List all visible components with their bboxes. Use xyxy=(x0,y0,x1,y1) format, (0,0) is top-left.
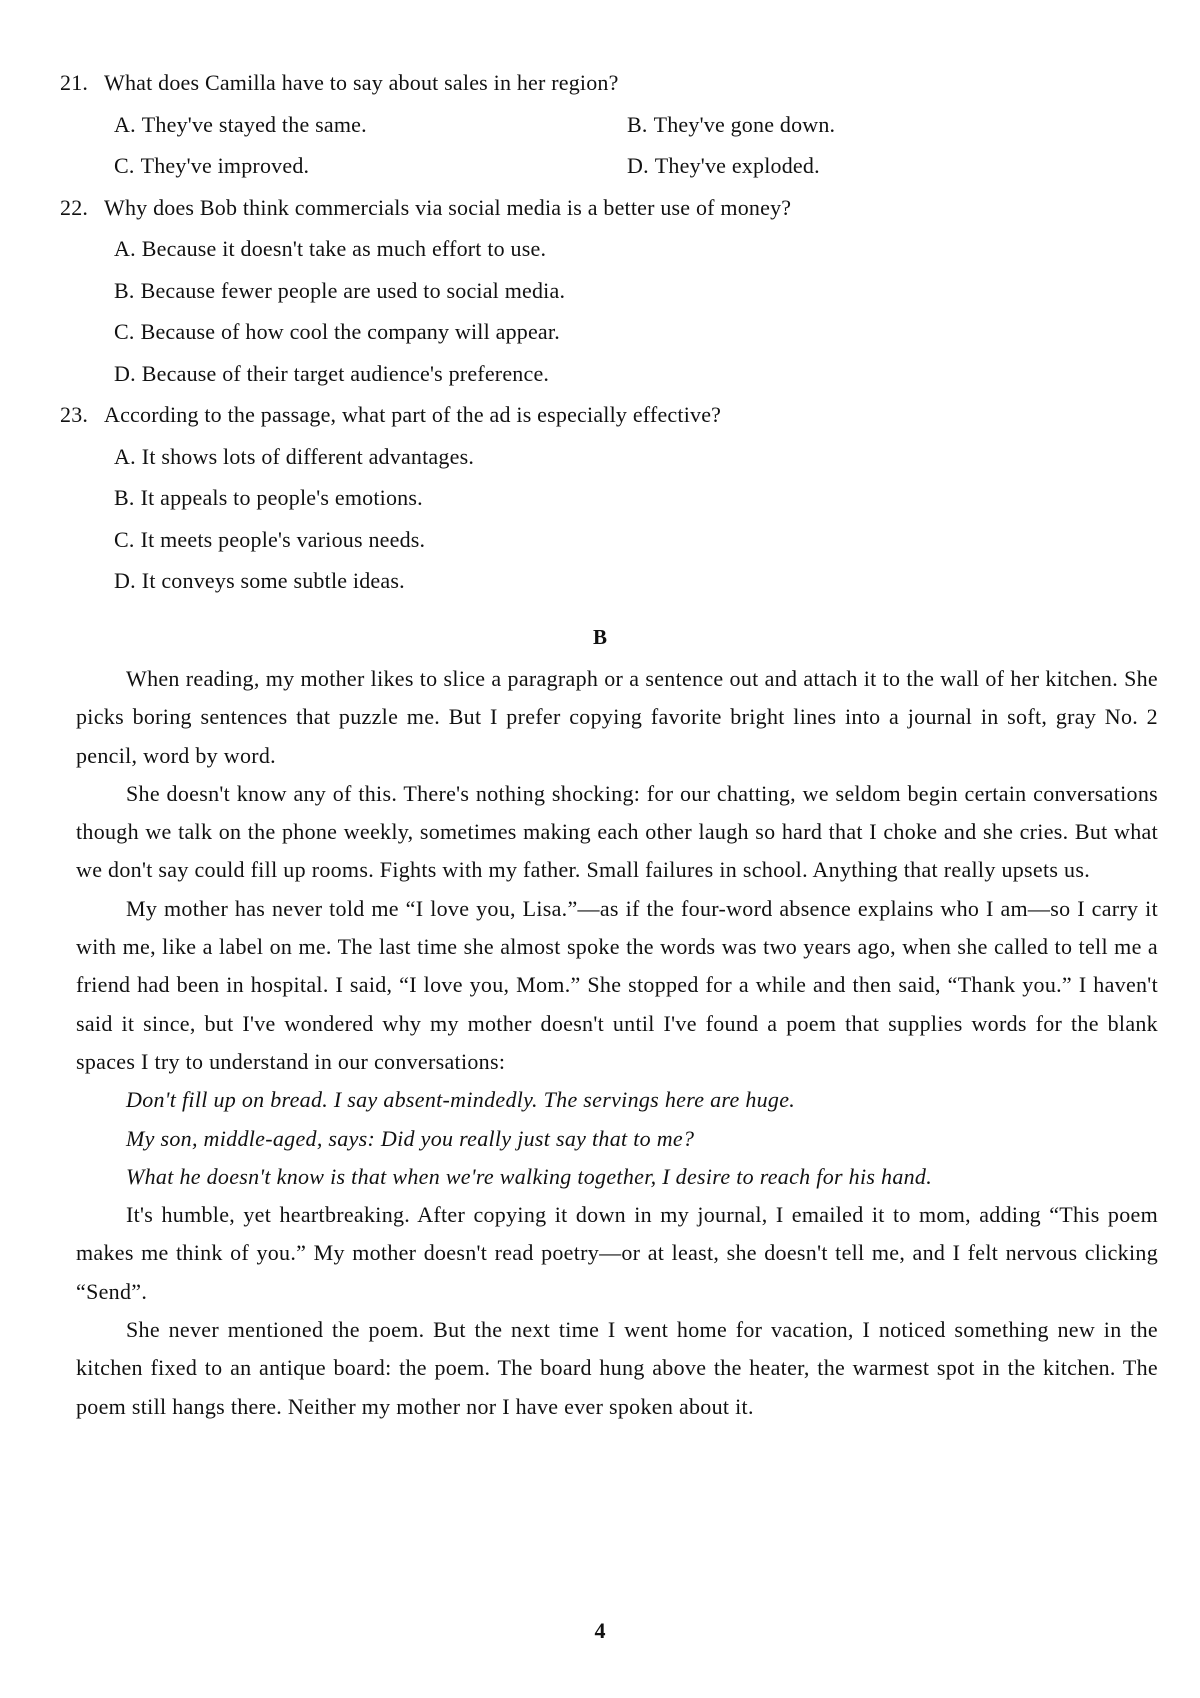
option-a xyxy=(60,436,1140,478)
poem-line: What he doesn't know is that when we're walking together, I desire to reach for his hand. xyxy=(126,1163,933,1189)
passage-paragraph: When reading, my mother likes to slice a paragraph or a sentence out and attach it to the wall of her kitchen. She picks boring sentences that puzzle me. But I prefer copying favorite bright lines into a journal in soft, gray No. 2 pencil, word by word. xyxy=(76,666,1158,768)
option-text: Because of their target audience's preference. xyxy=(141,360,550,386)
option-letter: D. xyxy=(114,360,136,386)
option-letter: D. xyxy=(114,568,136,593)
question-number: 21. xyxy=(60,70,89,95)
option-a xyxy=(114,104,627,146)
passage-paragraph: My mother has never told me “I love you, Lisa.”—as if the four-word absence explains who I am—so I carry it with me, like a label on me. The last time she almost spoke the words was two years ago, when she called to tell me a friend had been in hospital. I said, “I love you, Mom.” She stopped for a while and then said, “Thank you.” I haven't said it since, but I've wondered why my mother doesn't until I've found a poem that supplies words for the blank spaces I try to understand in our conversations: xyxy=(76,895,1158,1074)
option-row xyxy=(60,104,1140,146)
option-text: They've exploded. xyxy=(654,153,820,178)
option-row xyxy=(60,145,1140,187)
option-a xyxy=(60,228,1140,270)
option-letter: A. xyxy=(114,236,136,261)
option-text: They've improved. xyxy=(140,153,310,178)
option-text: Because it doesn't take as much effort to use. xyxy=(141,236,547,261)
section-heading: B xyxy=(592,625,607,649)
poem-line: My son, middle-aged, says: Did you really just say that to me? xyxy=(126,1125,695,1151)
option-text: Because fewer people are used to social media. xyxy=(140,277,566,303)
question-21 xyxy=(60,62,1140,187)
question-text: What does Camilla have to say about sales in her region? xyxy=(104,70,619,95)
option-b xyxy=(60,477,1140,519)
question-number: 23. xyxy=(60,402,89,427)
question-text: Why does Bob think commercials via social media is a better use of money? xyxy=(104,194,792,220)
passage-paragraph: She never mentioned the poem. But the next time I went home for vacation, I noticed something new in the kitchen fixed to an antique board: the poem. The board hung above the heater, the warmest spot in the kitchen. The poem still hangs there. Neither my mother nor I have ever spoken about it. xyxy=(76,1317,1158,1419)
option-d xyxy=(627,145,1140,187)
option-text: They've stayed the same. xyxy=(141,111,367,137)
option-text: It appeals to people's emotions. xyxy=(140,485,423,510)
option-text: They've gone down. xyxy=(653,111,836,137)
option-c xyxy=(60,519,1140,561)
option-letter: C. xyxy=(114,153,135,178)
option-letter: B. xyxy=(114,277,135,303)
passage-paragraph: She doesn't know any of this. There's nothing shocking: for our chatting, we seldom begin certain conversations though we talk on the phone weekly, sometimes making each other laugh so hard that I choke and she cries. But what we don't say could fill up rooms. Fights with my father. Small failures in school. Anything that really upsets us. xyxy=(76,780,1158,883)
question-22 xyxy=(60,187,1140,395)
option-letter: C. xyxy=(114,526,135,552)
option-letter: A. xyxy=(114,443,136,469)
question-text: According to the passage, what part of the ad is especially effective? xyxy=(104,402,722,427)
option-letter: D. xyxy=(627,153,649,178)
reading-passage xyxy=(76,660,1158,1426)
option-letter: C. xyxy=(114,319,135,344)
question-list xyxy=(60,62,1140,602)
page-number: 4 xyxy=(594,1618,606,1643)
option-b xyxy=(627,104,1140,146)
option-letter: B. xyxy=(114,485,135,510)
poem-line: Don't fill up on bread. I say absent-mindedly. The servings here are huge. xyxy=(126,1087,796,1113)
option-text: It conveys some subtle ideas. xyxy=(141,568,405,593)
option-d xyxy=(60,353,1140,395)
option-b xyxy=(60,270,1140,312)
option-c xyxy=(114,145,627,187)
option-text: It meets people's various needs. xyxy=(140,526,426,552)
question-stem xyxy=(60,187,1140,229)
question-stem xyxy=(60,62,1140,104)
question-number: 22. xyxy=(60,194,89,220)
option-letter: A. xyxy=(114,111,136,137)
option-text: Because of how cool the company will appear. xyxy=(140,319,560,344)
option-d xyxy=(60,560,1140,602)
passage-paragraph: It's humble, yet heartbreaking. After copying it down in my journal, I emailed it to mom, adding “This poem makes me think of you.” My mother doesn't read poetry—or at least, she doesn't tell me, and I felt nervous clicking “Send”. xyxy=(76,1202,1158,1304)
option-letter: B. xyxy=(627,111,648,137)
option-text: It shows lots of different advantages. xyxy=(141,443,475,469)
option-c xyxy=(60,311,1140,353)
question-23 xyxy=(60,394,1140,602)
question-stem xyxy=(60,394,1140,436)
